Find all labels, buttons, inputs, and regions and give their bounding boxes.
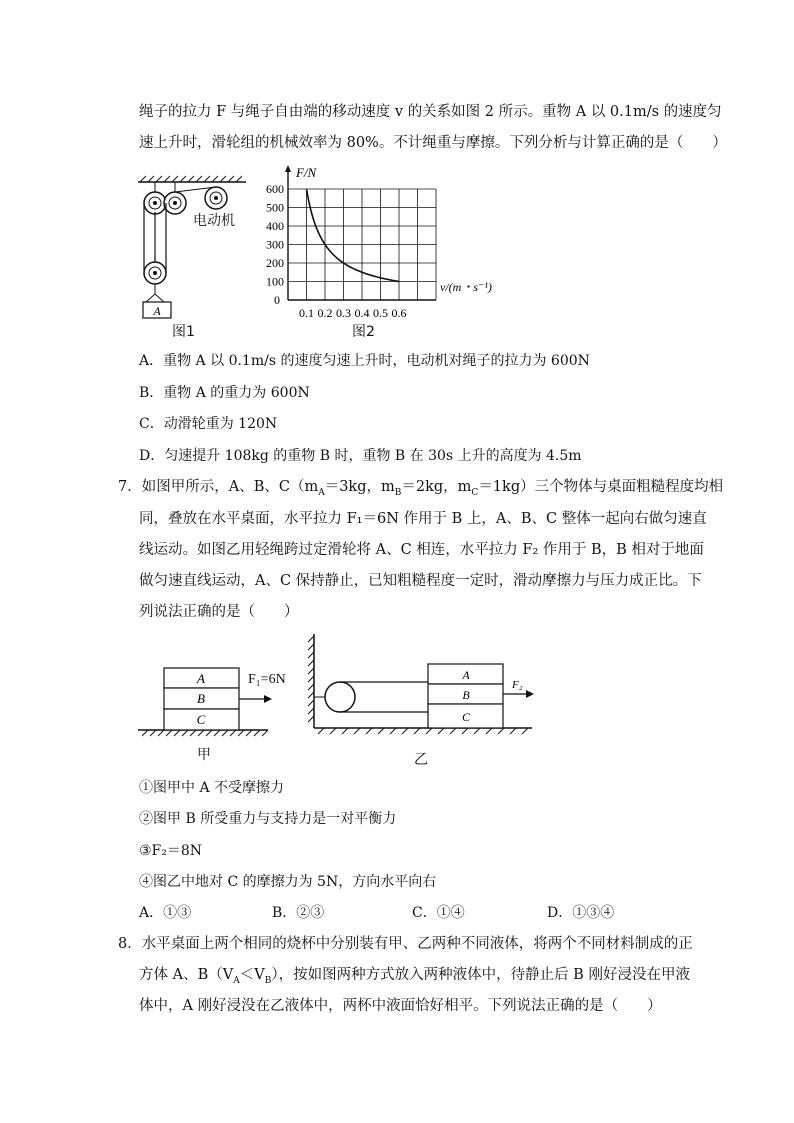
q7-text-part: ＝1kg）三个物体与桌面粗糙程度均相 [478, 479, 724, 495]
q7-text-part: ＝2kg，m [401, 479, 472, 495]
q7-stem-line-5: 列说法正确的是（ ） [139, 604, 299, 620]
yi-block-a: A [462, 668, 470, 682]
q7-figure-yi [300, 632, 540, 742]
q7-choice-b[interactable]: B．②③ [272, 905, 325, 921]
q7-text-part: ＝3kg，m [324, 479, 395, 495]
q7-jia-force-label: F₁=6N [248, 672, 286, 687]
jia-block-b: B [197, 691, 205, 706]
q8-stem-line-2 [139, 965, 690, 991]
y-axis-arrow [285, 165, 291, 172]
f-v-curve [307, 189, 400, 282]
q8-text-part: ＜V [239, 967, 265, 983]
x-tick-label: 0.6 [391, 306, 407, 320]
q7-statement-1: ①图甲中 A 不受摩擦力 [139, 780, 285, 796]
x-tick-label: 0.5 [373, 306, 388, 320]
q7-stem-line-2: 同，叠放在水平桌面，水平拉力 F₁＝6N 作用于 B 上，A、B、C 整体一起向右做匀速直 [139, 511, 707, 527]
yi-block-c: C [461, 710, 471, 724]
x-tick-label: 0.1 [299, 306, 314, 320]
q7-text-part: 7．如图甲所示，A、B、C（m [118, 479, 319, 495]
y-axis-title: F/N [296, 165, 317, 180]
q8-subscript-a: A [233, 975, 240, 986]
q7-choice-a[interactable]: A．①③ [139, 905, 192, 921]
q6-option-a[interactable]: A．重物 A 以 0.1m/s 的速度匀速上升时，电动机对绳子的拉力为 600N [139, 353, 590, 369]
q6-stem-line-2: 速上升时，滑轮组的机械效率为 80%。不计绳重与摩擦。下列分析与计算正确的是（ ） [139, 135, 727, 151]
q8-text-part: 方体 A、B（V [139, 967, 234, 983]
q8-stem-line-3: 体中，A 刚好浸没在乙液体中，两杯中液面恰好相平。下列说法正确的是（ ） [139, 998, 662, 1014]
x-tick-label: 0.2 [317, 306, 333, 320]
q6-figure-2-chart [258, 163, 508, 323]
q7-stem-line-3: 线运动。如图乙用轻绳跨过定滑轮将 A、C 相连，水平拉力 F₂ 作用于 B，B 相对于地面 [139, 542, 704, 558]
y-tick-label: 300 [266, 237, 284, 252]
q7-jia-caption: 甲 [197, 747, 211, 763]
jia-block-a: A [197, 671, 205, 686]
jia-block-c: C [196, 712, 206, 727]
y-tick-label: 600 [266, 182, 284, 196]
y-tick-label: 500 [266, 200, 284, 215]
q7-subscript-c: C [471, 487, 479, 498]
q7-subscript-b: B [394, 487, 402, 498]
q6-option-c[interactable]: C．动滑轮重为 120N [139, 416, 278, 432]
q6-motor-label: 电动机 [193, 213, 235, 229]
q6-figure-1-caption: 图1 [172, 324, 195, 340]
q7-stem-line-4: 做匀速直线运动，A、C 保持静止，已知粗糙程度一定时，滑动摩擦力与压力成正比。下 [139, 573, 702, 589]
q7-choice-c[interactable]: C．①④ [412, 905, 465, 921]
q6-block-a-label: A [153, 304, 161, 318]
y-tick-label: 100 [266, 274, 284, 289]
q7-statement-4: ④图乙中地对 C 的摩擦力为 5N，方向水平向右 [139, 874, 437, 890]
x-tick-label: 0.4 [354, 306, 370, 320]
q6-figure-1-pulley [138, 172, 253, 342]
q7-choice-d[interactable]: D．①③④ [547, 905, 615, 921]
q7-subscript-a: A [318, 487, 325, 498]
q6-figure-2-caption: 图2 [352, 324, 375, 340]
q8-stem-line-1: 8．水平桌面上两个相同的烧杯中分别装有甲、乙两种不同液体，将两个不同材料制成的正 [118, 936, 693, 952]
q7-yi-caption: 乙 [414, 752, 428, 768]
q7-stem-line-1 [118, 477, 723, 503]
q6-option-b[interactable]: B．重物 A 的重力为 600N [139, 385, 310, 401]
x-tick-label: 0.3 [336, 306, 351, 320]
yi-block-b: B [462, 688, 470, 702]
y-tick-label: 200 [266, 256, 284, 270]
q8-text-part: ），按如图两种方式放入两种液体中，待静止后 B 刚好浸没在甲液 [271, 967, 690, 983]
q7-statement-2: ②图甲 B 所受重力与支持力是一对平衡力 [139, 811, 397, 827]
y-tick-label: 400 [266, 219, 284, 233]
x-axis-title: v/(m・s⁻¹) [440, 280, 492, 294]
q6-stem-line-1: 绳子的拉力 F 与绳子自由端的移动速度 v 的关系如图 2 所示。重物 A 以 0.1m/s 的速度匀 [139, 104, 722, 120]
origin-label: 0 [274, 293, 280, 307]
q6-option-d[interactable]: D．匀速提升 108kg 的重物 B 时，重物 B 在 30s 上升的高度为 4.5m [139, 448, 582, 464]
yi-force-label: F₂ [512, 679, 523, 691]
q7-statement-3: ③F₂＝8N [139, 843, 203, 859]
q8-subscript-b: B [264, 975, 272, 986]
